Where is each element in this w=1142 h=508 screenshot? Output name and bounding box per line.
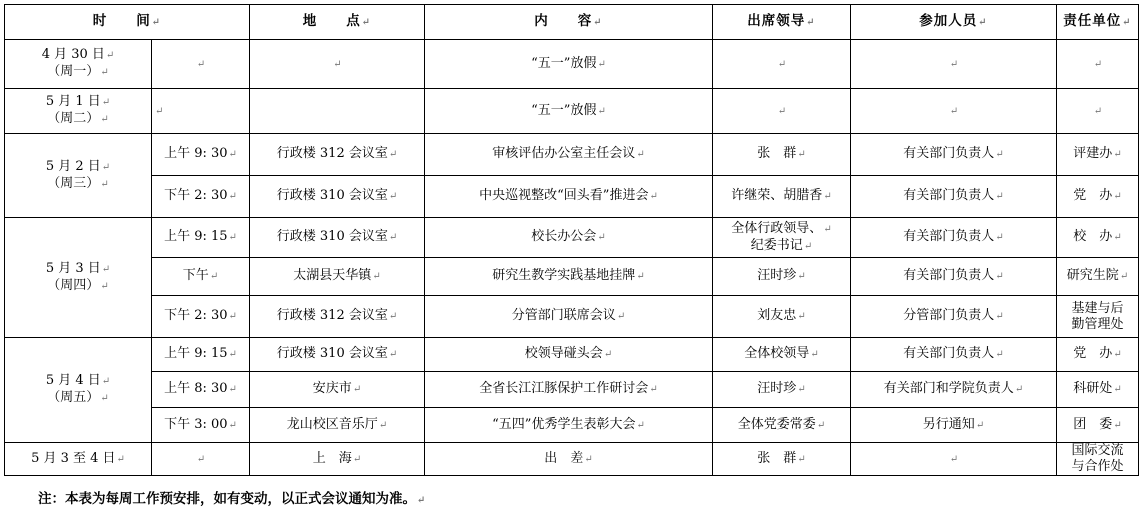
content-cell: 校领导碰头会↵ <box>425 338 713 372</box>
participants-cell: 有关部门负责人↵ <box>851 218 1057 258</box>
unit-cell: ↵ <box>1057 89 1139 134</box>
unit-cell: 校 办↵ <box>1057 218 1139 258</box>
leader-cell: 汪时珍↵ <box>713 258 851 296</box>
content-cell: 审核评估办公室主任会议↵ <box>425 134 713 176</box>
date-cell: 5 月 4 日↵ （周五）↵ <box>5 338 152 443</box>
unit-cell: 党 办↵ <box>1057 338 1139 372</box>
place-cell: 行政楼 310 会议室↵ <box>250 338 425 372</box>
time-cell: 下午 2: 30↵ <box>152 176 250 218</box>
leader-cell: 张 群↵ <box>713 443 851 476</box>
date-cell: 5 月 3 至 4 日↵ <box>5 443 152 476</box>
leader-cell: 许继荣、胡腊香↵ <box>713 176 851 218</box>
place-cell: 龙山校区音乐厅↵ <box>250 408 425 443</box>
content-cell: “五一”放假↵ <box>425 40 713 89</box>
participants-cell: 有关部门负责人↵ <box>851 134 1057 176</box>
schedule-table <box>4 4 1139 476</box>
content-cell: 分管部门联席会议↵ <box>425 296 713 338</box>
date-cell: 4 月 30 日↵ （周一）↵ <box>5 40 152 89</box>
leader-cell: 汪时珍↵ <box>713 372 851 408</box>
header-leader: 出席领导↵ <box>713 5 851 40</box>
unit-cell: 团 委↵ <box>1057 408 1139 443</box>
participants-cell: 有关部门负责人↵ <box>851 338 1057 372</box>
date-cell: 5 月 1 日↵ （周二）↵ <box>5 89 152 134</box>
time-cell: 下午 3: 00↵ <box>152 408 250 443</box>
table-row <box>5 40 1139 89</box>
table-row <box>5 408 1139 443</box>
header-unit: 责任单位↵ <box>1057 5 1139 40</box>
place-cell <box>250 89 425 134</box>
place-cell: 太湖县天华镇↵ <box>250 258 425 296</box>
content-cell: “五四”优秀学生表彰大会↵ <box>425 408 713 443</box>
content-cell: 全省长江江豚保护工作研讨会↵ <box>425 372 713 408</box>
place-cell: 行政楼 312 会议室↵ <box>250 296 425 338</box>
header-row <box>5 5 1139 40</box>
table-row <box>5 218 1139 258</box>
content-cell: 出 差↵ <box>425 443 713 476</box>
place-cell: 行政楼 310 会议室↵ <box>250 176 425 218</box>
footnote: 注：本表为每周工作预安排，如有变动，以正式会议通知为准。↵ <box>38 491 426 507</box>
participants-cell: 有关部门负责人↵ <box>851 176 1057 218</box>
header-place: 地 点↵ <box>250 5 425 40</box>
place-cell: 行政楼 312 会议室↵ <box>250 134 425 176</box>
unit-cell: 科研处↵ <box>1057 372 1139 408</box>
unit-cell: 评建办↵ <box>1057 134 1139 176</box>
participants-cell: ↵ <box>851 89 1057 134</box>
header-time: 时 间↵ <box>5 5 250 40</box>
leader-cell: 全体校领导↵ <box>713 338 851 372</box>
time-cell: 上午 9: 15↵ <box>152 218 250 258</box>
place-cell: 上 海↵ <box>250 443 425 476</box>
content-cell: 研究生教学实践基地挂牌↵ <box>425 258 713 296</box>
date-cell: 5 月 2 日↵ （周三）↵ <box>5 134 152 218</box>
time-cell: 下午↵ <box>152 258 250 296</box>
participants-cell: ↵ <box>851 40 1057 89</box>
participants-cell: 有关部门和学院负责人↵ <box>851 372 1057 408</box>
content-cell: 中央巡视整改“回头看”推进会↵ <box>425 176 713 218</box>
time-cell: ↵ <box>152 40 250 89</box>
header-participants: 参加人员↵ <box>851 5 1057 40</box>
leader-cell: ↵ <box>713 89 851 134</box>
table-row <box>5 443 1139 476</box>
unit-cell: 国际交流 与合作处 <box>1057 443 1139 476</box>
content-cell: 校长办公会↵ <box>425 218 713 258</box>
table-row <box>5 176 1139 218</box>
table-row <box>5 372 1139 408</box>
time-cell: ↵ <box>152 443 250 476</box>
place-cell: 行政楼 310 会议室↵ <box>250 218 425 258</box>
table-row <box>5 134 1139 176</box>
participants-cell: 另行通知↵ <box>851 408 1057 443</box>
table-row <box>5 338 1139 372</box>
leader-cell: 张 群↵ <box>713 134 851 176</box>
participants-cell: ↵ <box>851 443 1057 476</box>
time-cell: 上午 8: 30↵ <box>152 372 250 408</box>
leader-cell: 全体行政领导、↵ 纪委书记↵ <box>713 218 851 258</box>
table-row <box>5 296 1139 338</box>
table-row <box>5 89 1139 134</box>
date-cell: 5 月 3 日↵ （周四）↵ <box>5 218 152 338</box>
leader-cell: ↵ <box>713 40 851 89</box>
table-row <box>5 258 1139 296</box>
unit-cell: 研究生院↵ <box>1057 258 1139 296</box>
time-cell: 上午 9: 30↵ <box>152 134 250 176</box>
leader-cell: 全体党委常委↵ <box>713 408 851 443</box>
time-cell: ↵ <box>152 89 250 134</box>
time-cell: 下午 2: 30↵ <box>152 296 250 338</box>
header-content: 内 容↵ <box>425 5 713 40</box>
unit-cell: 党 办↵ <box>1057 176 1139 218</box>
place-cell: 安庆市↵ <box>250 372 425 408</box>
participants-cell: 有关部门负责人↵ <box>851 258 1057 296</box>
unit-cell: ↵ <box>1057 40 1139 89</box>
time-cell: 上午 9: 15↵ <box>152 338 250 372</box>
place-cell: ↵ <box>250 40 425 89</box>
leader-cell: 刘友忠↵ <box>713 296 851 338</box>
content-cell: “五一”放假↵ <box>425 89 713 134</box>
participants-cell: 分管部门负责人↵ <box>851 296 1057 338</box>
unit-cell: 基建与后 勤管理处 <box>1057 296 1139 338</box>
